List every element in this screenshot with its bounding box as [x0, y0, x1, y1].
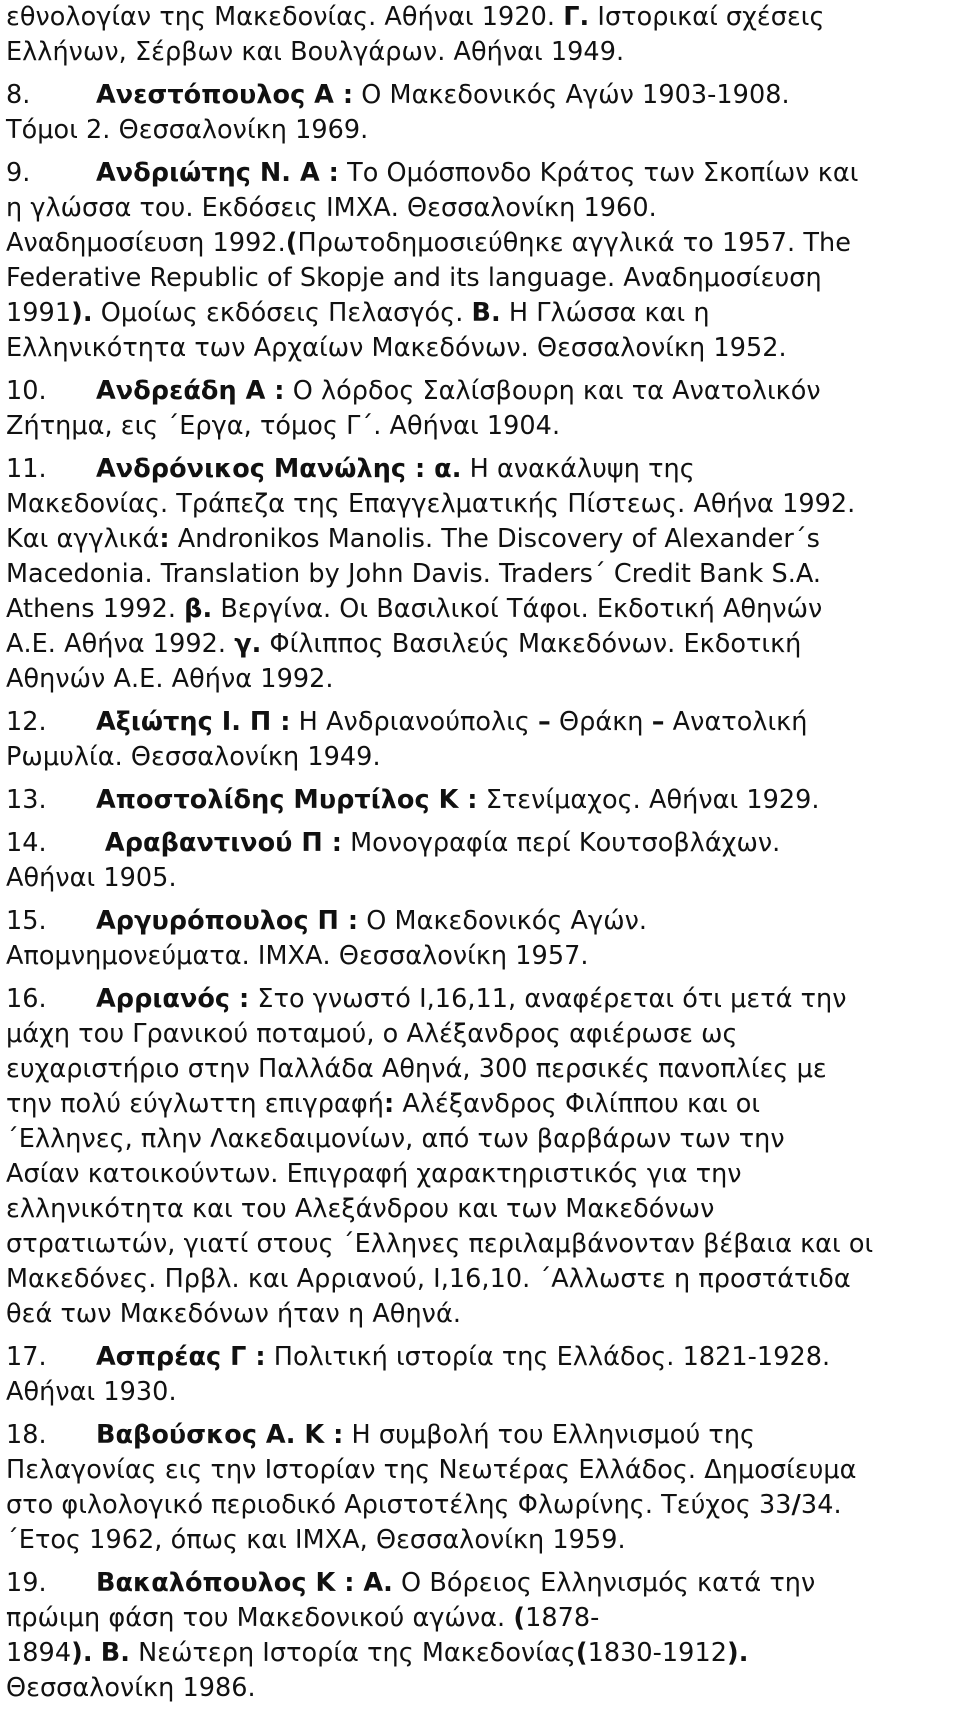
text-line	[6, 1523, 960, 1558]
text-run: Τόμοι 2. Θεσσαλονίκη 1969.	[6, 115, 369, 145]
text-line	[6, 1671, 960, 1706]
text-run: Θράκη	[550, 707, 652, 737]
text-run: την πολύ εύγλωττη επιγραφή	[6, 1089, 384, 1119]
text-run: Το Ομόσπονδο Κράτος των Σκοπίων και	[338, 158, 859, 188]
text-run: Αθήναι 1930.	[6, 1377, 177, 1407]
text-run: Ασίαν κατοικούντων. Επιγραφή χαρακτηριστικός για την	[6, 1159, 742, 1189]
text-line	[6, 35, 960, 70]
text-run: Η συμβολή του Ελληνισμού της	[343, 1420, 756, 1450]
bold-text: Ασπρέας Γ :	[96, 1342, 266, 1372]
bold-text: Αραβαντινού Π :	[96, 828, 342, 858]
text-run: Ελληνικότητα των Αρχαίων Μακεδόνων. Θεσσαλονίκη 1952.	[6, 333, 787, 363]
text-line	[6, 1340, 960, 1375]
text-run: Στο γνωστό Ι,16,11, αναφέρεται ότι μετά την	[249, 984, 847, 1014]
text-line	[6, 861, 960, 896]
text-run: Θεσσαλονίκη 1986.	[6, 1673, 256, 1703]
text-line	[6, 1297, 960, 1332]
text-run: Βεργίνα. Οι Βασιλικοί Τάφοι. Εκδοτική Αθηνών	[212, 594, 823, 624]
text-run: ΄Ελληνες, πλην Λακεδαιμονίων, από των βαρβάρων των την	[6, 1124, 785, 1154]
text-line	[6, 1566, 960, 1601]
entry-number: 17.	[6, 1342, 47, 1372]
text-line	[6, 1157, 960, 1192]
text-run	[93, 1638, 101, 1668]
bold-text: γ.	[234, 629, 262, 659]
bold-text: Αξιώτης Ι. Π :	[96, 707, 291, 737]
text-run: ευχαριστήριο στην Παλλάδα Αθηνά, 300 περσικές πανοπλίες με	[6, 1054, 827, 1084]
text-line	[6, 452, 960, 487]
text-run: Μακεδονίας. Τράπεζα της Επαγγελματικής Πίστεως. Αθήνα 1992.	[6, 489, 856, 519]
bold-text: ).	[71, 298, 93, 328]
text-line	[6, 1601, 960, 1636]
text-run: Ο Μακεδονικός Αγών 1903-1908.	[353, 80, 790, 110]
text-run: Πρωτοδημοσιεύθηκε αγγλικά το 1957. The	[297, 228, 851, 258]
bold-text: Β.	[100, 1638, 130, 1668]
entry-number: 9.	[6, 158, 31, 188]
bold-text: Γ.	[563, 2, 590, 32]
text-line	[6, 1227, 960, 1262]
text-run: Μακεδόνες. Πρβλ. και Αρριανού, Ι,16,10. ΄Αλλωστε η προστάτιδα	[6, 1264, 851, 1294]
text-run: Πελαγονίας εις την Ιστορίαν της Νεωτέρας Ελλάδος. Δημοσίευμα	[6, 1455, 857, 1485]
text-line	[6, 592, 960, 627]
text-line	[6, 261, 960, 296]
text-run: Αθηνών Α.Ε. Αθήνα 1992.	[6, 664, 334, 694]
text-run: Federative Republic of Skopje and its language. Αναδημοσίευση	[6, 263, 822, 293]
text-line	[6, 1122, 960, 1157]
text-run: Η Ανδριανούπολις	[290, 707, 539, 737]
text-line	[6, 522, 960, 557]
text-run: 1830-1912	[587, 1638, 728, 1668]
bold-text: β.	[184, 594, 213, 624]
entry-number: 12.	[6, 707, 47, 737]
text-line	[6, 1192, 960, 1227]
text-run: Στενίμαχος. Αθήναι 1929.	[477, 785, 820, 815]
text-run: Athens 1992.	[6, 594, 185, 624]
text-run: Ελλήνων, Σέρβων και Βουλγάρων. Αθήναι 1949.	[6, 37, 625, 67]
bold-text: Βαβούσκος Α. Κ :	[96, 1420, 344, 1450]
text-line	[6, 331, 960, 366]
text-line	[6, 1375, 960, 1410]
text-line	[6, 0, 960, 35]
entry-number: 11.	[6, 454, 47, 484]
text-line	[6, 740, 960, 775]
text-line	[6, 1418, 960, 1453]
text-run: Α.Ε. Αθήνα 1992.	[6, 629, 235, 659]
bold-text: Β.	[471, 298, 501, 328]
text-run: Ομοίως εκδόσεις Πελασγός.	[92, 298, 472, 328]
bold-text: ).	[727, 1638, 749, 1668]
text-run: Αναδημοσίευση 1992.	[6, 228, 286, 258]
text-line	[6, 705, 960, 740]
text-line	[6, 904, 960, 939]
text-line	[6, 662, 960, 697]
bold-text: Ανδρεάδη Α :	[96, 376, 285, 406]
text-line	[6, 409, 960, 444]
text-run: Ανατολική	[664, 707, 808, 737]
text-run: στρατιωτών, γιατί στους ΄Ελληνες περιλαμβάνονταν βέβαια και οι	[6, 1229, 874, 1259]
text-run: Ο Μακεδονικός Αγών.	[358, 906, 648, 936]
text-run: Μονογραφία περί Κουτσοβλάχων.	[341, 828, 781, 858]
text-run: Ρωμυλία. Θεσσαλονίκη 1949.	[6, 742, 381, 772]
text-line	[6, 1087, 960, 1122]
text-run: 34.	[800, 1490, 842, 1520]
entry-number: 18.	[6, 1420, 47, 1450]
text-line	[6, 982, 960, 1017]
text-run: 1878-	[525, 1603, 600, 1633]
text-run: Macedonia. Translation by John Davis. Traders΄ Credit Bank S.A.	[6, 559, 822, 589]
text-line	[6, 296, 960, 331]
bold-text: Βακαλόπουλος Κ : Α.	[96, 1568, 393, 1598]
text-run: Ιστορικαί σχέσεις	[589, 2, 825, 32]
entry-number: 10.	[6, 376, 47, 406]
bold-text: Αργυρόπουλος Π :	[96, 906, 359, 936]
bold-text: Αποστολίδης Μυρτίλος Κ :	[96, 785, 478, 815]
text-line	[6, 156, 960, 191]
text-line	[6, 226, 960, 261]
bold-text: :	[383, 1089, 395, 1119]
text-line	[6, 1636, 960, 1671]
text-line	[6, 374, 960, 409]
text-run: Αλέξανδρος Φιλίππου και οι	[394, 1089, 761, 1119]
bold-text: (	[575, 1638, 588, 1668]
text-run: θεά των Μακεδόνων ήταν η Αθηνά.	[6, 1299, 461, 1329]
text-run: Αθήναι 1905.	[6, 863, 177, 893]
text-line	[6, 487, 960, 522]
entry-number: 13.	[6, 785, 47, 815]
text-line	[6, 783, 960, 818]
text-line	[6, 1453, 960, 1488]
bold-text: :	[159, 524, 170, 554]
text-run: Ζήτημα, εις ΄Εργα, τόμος Γ΄. Αθήναι 1904.	[6, 411, 561, 441]
entry-number: 14.	[6, 828, 47, 858]
bold-text: (	[513, 1603, 526, 1633]
bold-text: –	[538, 707, 551, 737]
bold-text: /	[791, 1490, 801, 1520]
text-line	[6, 191, 960, 226]
entry-number: 19.	[6, 1568, 47, 1598]
text-line	[6, 1017, 960, 1052]
text-line	[6, 1052, 960, 1087]
text-run: Φίλιππος Βασιλεύς Μακεδόνων. Εκδοτική	[261, 629, 802, 659]
bold-text: ).	[71, 1638, 93, 1668]
text-line	[6, 1488, 960, 1523]
bold-text: Ανεστόπουλος Α :	[96, 80, 354, 110]
bold-text: Αρριανός :	[96, 984, 250, 1014]
text-run: Και αγγλικά	[6, 524, 160, 554]
text-run: Andronikos Manolis. The Discovery of Alexander΄s	[169, 524, 820, 554]
entry-number: 15.	[6, 906, 47, 936]
text-run: εθνολογίαν της Μακεδονίας. Αθήναι 1920.	[6, 2, 564, 32]
entry-number: 8.	[6, 80, 31, 110]
text-run: η γλώσσα του. Εκδόσεις ΙΜΧΑ. Θεσσαλονίκη 1960.	[6, 193, 657, 223]
bold-text: Ανδριώτης Ν. Α :	[96, 158, 339, 188]
text-run: Απομνημονεύματα. ΙΜΧΑ. Θεσσαλονίκη 1957.	[6, 941, 589, 971]
text-run: Η ανακάλυψη της	[461, 454, 695, 484]
bold-text: (	[285, 228, 298, 258]
text-run: Ο λόρδος Σαλίσβουρη και τα Ανατολικόν	[284, 376, 821, 406]
text-line	[6, 627, 960, 662]
text-line	[6, 113, 960, 148]
text-line	[6, 78, 960, 113]
text-run: Πολιτική ιστορία της Ελλάδος. 1821-1928.	[265, 1342, 831, 1372]
bold-text: –	[651, 707, 665, 737]
text-line	[6, 1262, 960, 1297]
text-run: ελληνικότητα και του Αλεξάνδρου και των Μακεδόνων	[6, 1194, 715, 1224]
text-run: 1894	[6, 1638, 72, 1668]
text-line	[6, 826, 960, 861]
text-run: Ο Βόρειος Ελληνισμός κατά την	[392, 1568, 816, 1598]
text-line	[6, 939, 960, 974]
text-run: Νεώτερη Ιστορία της Μακεδονίας	[129, 1638, 576, 1668]
text-run: μάχη του Γρανικού ποταμού, ο Αλέξανδρος αφιέρωσε ως	[6, 1019, 738, 1049]
text-run: πρώιμη φάση του Μακεδονικού αγώνα.	[6, 1603, 514, 1633]
text-run: 1991	[6, 298, 72, 328]
text-run: Η Γλώσσα και η	[500, 298, 710, 328]
text-run: στο φιλολογικό περιοδικό Αριστοτέλης Φλωρίνης. Τεύχος 33	[6, 1490, 792, 1520]
entry-number: 16.	[6, 984, 47, 1014]
text-run: ΄Ετος 1962, όπως και ΙΜΧΑ, Θεσσαλονίκη 1959.	[6, 1525, 626, 1555]
text-line	[6, 557, 960, 592]
bold-text: Ανδρόνικος Μανώλης : α.	[96, 454, 462, 484]
